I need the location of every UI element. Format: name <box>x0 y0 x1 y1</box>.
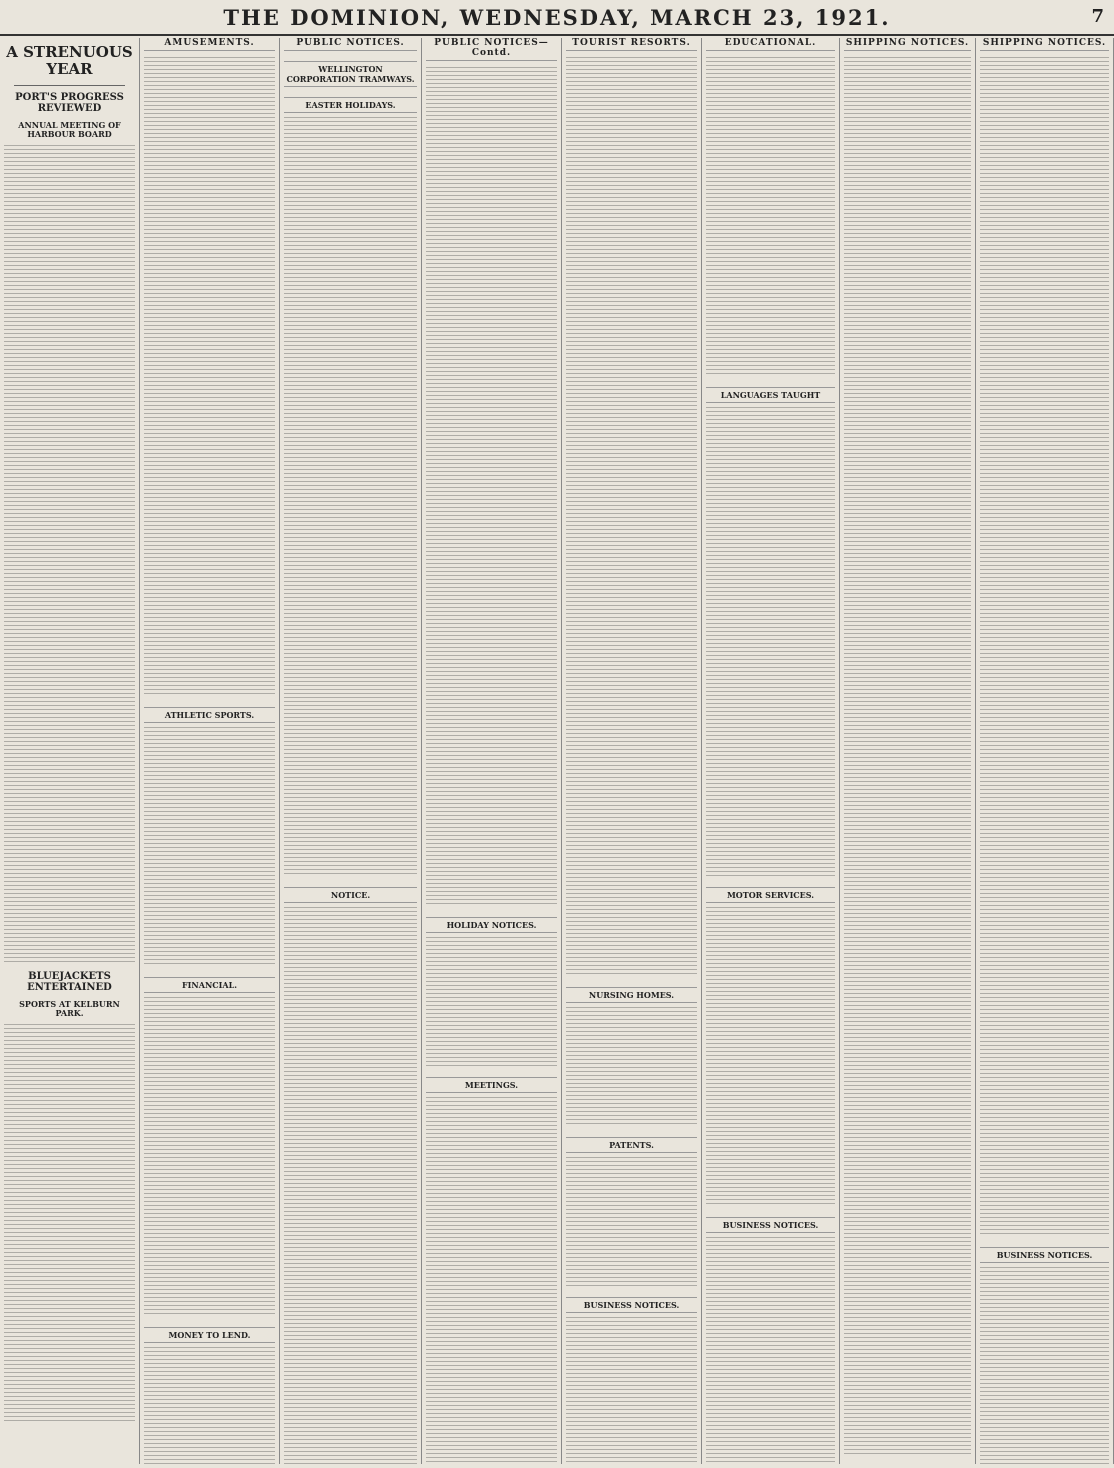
ad-text <box>144 727 275 967</box>
notice-text <box>426 1097 557 1464</box>
column-6 <box>702 38 840 1464</box>
column-header: TOURIST RESORTS. <box>566 38 697 51</box>
ad-text <box>566 1007 697 1127</box>
ad-text <box>144 997 275 1317</box>
divider <box>14 85 125 86</box>
column-header: EDUCATIONAL. <box>706 38 835 51</box>
ad-text <box>144 1347 275 1464</box>
column-header: PUBLIC NOTICES—Contd. <box>426 38 557 61</box>
ad-text <box>980 1267 1109 1464</box>
headline-sub: PORT'S PROGRESS REVIEWED <box>15 91 124 114</box>
section-heading: FINANCIAL. <box>144 977 275 993</box>
notice-text <box>426 937 557 1067</box>
column-header: SHIPPING NOTICES. <box>980 38 1109 51</box>
section-heading: NOTICE. <box>284 887 417 903</box>
section-heading: BLUEJACKETS ENTERTAINED <box>27 970 112 994</box>
article-body <box>4 145 135 965</box>
section-heading: BUSINESS NOTICES. <box>706 1217 835 1233</box>
notice-text <box>284 907 417 1464</box>
section-heading: NURSING HOMES. <box>566 987 697 1003</box>
section-heading: MEETINGS. <box>426 1077 557 1093</box>
section-heading: ATHLETIC SPORTS. <box>144 707 275 723</box>
ad-text <box>566 1317 697 1464</box>
section-heading: WELLINGTON CORPORATION TRAMWAYS. <box>284 61 417 87</box>
section-heading: BUSINESS NOTICES. <box>980 1247 1109 1263</box>
masthead <box>0 0 1114 36</box>
notice-text <box>284 117 417 877</box>
ad-text <box>706 407 835 877</box>
headline-deck: ANNUAL MEETING OF HARBOUR BOARD <box>18 119 121 139</box>
section-heading: MOTOR SERVICES. <box>706 887 835 903</box>
newspaper-title: THE DOMINION, WEDNESDAY, MARCH 23, 1921. <box>223 5 891 30</box>
column-7 <box>840 38 976 1464</box>
page-number: 7 <box>1091 6 1104 27</box>
column-header: AMUSEMENTS. <box>144 38 275 51</box>
ad-text <box>706 907 835 1207</box>
shipping-schedule <box>844 57 971 1457</box>
column-header: PUBLIC NOTICES. <box>284 38 417 51</box>
column-4 <box>422 38 562 1464</box>
column-5 <box>562 38 702 1464</box>
section-subheading: SPORTS AT KELBURN PARK. <box>19 998 120 1019</box>
section-heading: BUSINESS NOTICES. <box>566 1297 697 1313</box>
column-1 <box>0 38 140 1464</box>
column-8 <box>976 38 1114 1464</box>
ad-text <box>144 57 275 697</box>
section-heading: LANGUAGES TAUGHT <box>706 387 835 403</box>
ad-text <box>706 1237 835 1464</box>
article-body <box>4 1024 135 1424</box>
ad-text <box>566 57 697 977</box>
column-3 <box>280 38 422 1464</box>
section-heading: PATENTS. <box>566 1137 697 1153</box>
notice-text <box>426 67 557 907</box>
ad-text <box>566 1157 697 1287</box>
section-heading: EASTER HOLIDAYS. <box>284 97 417 113</box>
section-heading: MONEY TO LEND. <box>144 1327 275 1343</box>
ad-text <box>706 57 835 377</box>
shipping-schedule <box>980 57 1109 1237</box>
headline-main: A STRENUOUS YEAR <box>6 43 133 79</box>
section-heading: HOLIDAY NOTICES. <box>426 917 557 933</box>
column-header: SHIPPING NOTICES. <box>844 38 971 51</box>
column-2 <box>140 38 280 1464</box>
